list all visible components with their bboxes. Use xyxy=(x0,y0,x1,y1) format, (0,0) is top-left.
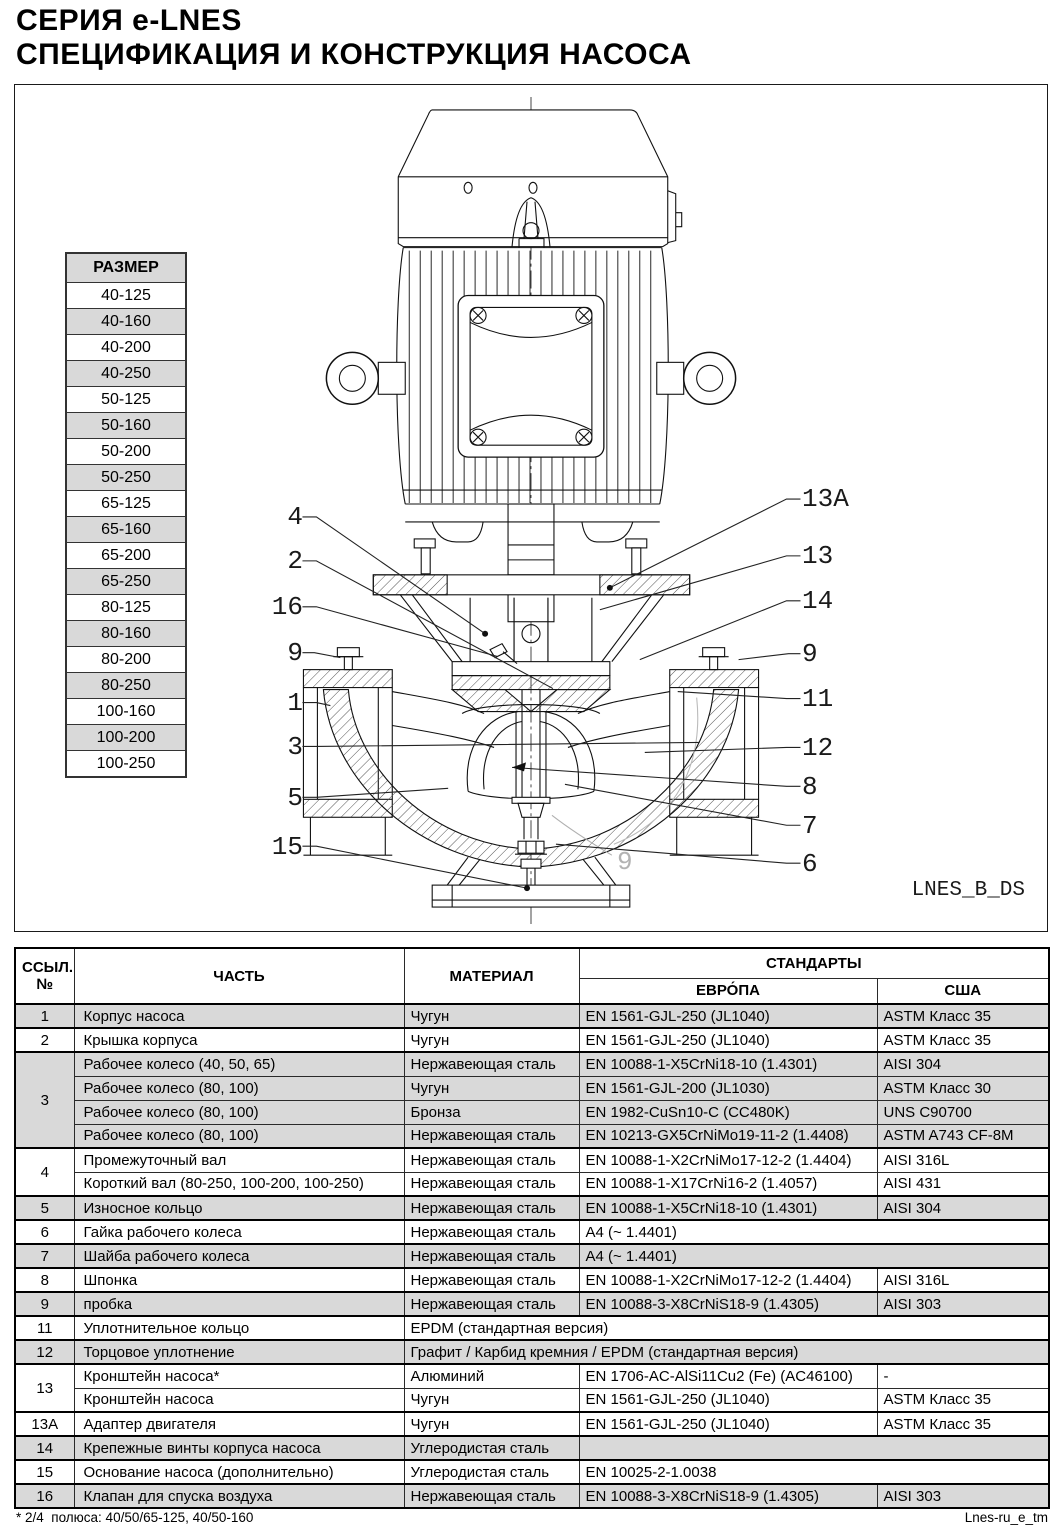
callout-15: 15 xyxy=(271,831,303,862)
adapter-group xyxy=(373,504,689,712)
size-row xyxy=(66,647,186,673)
size-row xyxy=(66,673,186,699)
spec-row xyxy=(15,1268,1049,1292)
material-cell: Чугун xyxy=(404,1076,579,1100)
spec-row xyxy=(15,1076,1049,1100)
material-cell: Нержавеющая сталь xyxy=(404,1196,579,1220)
size-row xyxy=(66,387,186,413)
header-ref-line1: ССЫЛ. xyxy=(22,959,74,976)
size-cell: 80-250 xyxy=(66,673,186,699)
part-cell: Уплотнительное кольцо xyxy=(74,1316,404,1340)
part-cell: Короткий вал (80-250, 100-200, 100-250) xyxy=(74,1172,404,1196)
size-row xyxy=(66,621,186,647)
fan-cover xyxy=(398,110,667,247)
callout-2: 2 xyxy=(287,545,303,576)
usa-cell: - xyxy=(877,1364,1049,1388)
europe-cell: A4 (~ 1.4401) xyxy=(579,1244,1049,1268)
size-cell: 65-200 xyxy=(66,543,186,569)
ref-cell: 6 xyxy=(15,1220,74,1244)
spec-row xyxy=(15,1340,1049,1364)
europe-cell: EN 1706-AC-AlSi11Cu2 (Fe) (AC46100) xyxy=(579,1364,877,1388)
spec-row xyxy=(15,1316,1049,1340)
air-vent-valve xyxy=(490,644,517,664)
usa-cell: ASTM A743 CF-8M xyxy=(877,1124,1049,1148)
size-row xyxy=(66,595,186,621)
usa-cell: AISI 316L xyxy=(877,1268,1049,1292)
spec-row xyxy=(15,1412,1049,1436)
size-table xyxy=(65,252,187,778)
part-cell: Рабочее колесо (80, 100) xyxy=(74,1100,404,1124)
usa-cell: ASTM Класс 35 xyxy=(877,1004,1049,1028)
europe-cell: EN 10025-2-1.0038 xyxy=(579,1460,1049,1484)
header-standards: СТАНДАРТЫ xyxy=(579,948,1049,978)
europe-cell: EN 10088-1-X17CrNi16-2 (1.4057) xyxy=(579,1172,877,1196)
part-cell: Корпус насоса xyxy=(74,1004,404,1028)
part-cell: Рабочее колесо (80, 100) xyxy=(74,1076,404,1100)
page-title-line2: СПЕЦИФИКАЦИЯ И КОНСТРУКЦИЯ НАСОСА xyxy=(16,38,692,71)
size-cell: 65-160 xyxy=(66,517,186,543)
material-cell: Алюминий xyxy=(404,1364,579,1388)
motor-adapter-flange xyxy=(373,575,689,595)
size-row xyxy=(66,491,186,517)
spec-row xyxy=(15,1436,1049,1460)
spec-row xyxy=(15,1004,1049,1028)
size-cell: 40-200 xyxy=(66,335,186,361)
material-cell: Графит / Карбид кремния / EPDM (стандартная версия) xyxy=(404,1340,1049,1364)
europe-cell: EN 10088-1-X5CrNi18-10 (1.4301) xyxy=(579,1052,877,1076)
leader-arrow xyxy=(512,762,526,771)
part-cell: Износное кольцо xyxy=(74,1196,404,1220)
size-cell: 100-200 xyxy=(66,725,186,751)
callout-14: 14 xyxy=(802,585,834,616)
page-title xyxy=(16,4,692,72)
spec-row xyxy=(15,1292,1049,1316)
material-cell: Нержавеющая сталь xyxy=(404,1124,579,1148)
spec-row xyxy=(15,1100,1049,1124)
ref-cell: 14 xyxy=(15,1436,74,1460)
size-cell: 100-160 xyxy=(66,699,186,725)
ref-cell: 13A xyxy=(15,1412,74,1436)
size-row xyxy=(66,699,186,725)
material-cell: Чугун xyxy=(404,1028,579,1052)
size-row xyxy=(66,335,186,361)
part-cell: Крепежные винты корпуса насоса xyxy=(74,1436,404,1460)
page-title-line1: СЕРИЯ e-LNES xyxy=(16,4,242,37)
ref-cell: 8 xyxy=(15,1268,74,1292)
callout-9: 9 xyxy=(802,638,818,669)
spec-row xyxy=(15,1124,1049,1148)
part-cell: Клапан для спуска воздуха xyxy=(74,1484,404,1508)
usa-cell: ASTM Класс 30 xyxy=(877,1076,1049,1100)
callout-16: 16 xyxy=(271,591,303,622)
part-cell: Гайка рабочего колеса xyxy=(74,1220,404,1244)
part-cell: пробка xyxy=(74,1292,404,1316)
callout-9: 9 xyxy=(287,637,303,668)
europe-cell: EN 10088-3-X8CrNiS18-9 (1.4305) xyxy=(579,1292,877,1316)
diagram-frame xyxy=(14,84,1048,932)
callout-7: 7 xyxy=(802,810,818,841)
size-cell: 50-160 xyxy=(66,413,186,439)
drawing-code-label: LNES_B_DS xyxy=(911,879,1025,902)
europe-cell: EN 1982-CuSn10-C (CC480K) xyxy=(579,1100,877,1124)
callout-9: 9 xyxy=(617,846,633,877)
europe-cell xyxy=(579,1436,1049,1460)
spec-row xyxy=(15,1028,1049,1052)
material-cell: Нержавеющая сталь xyxy=(404,1148,579,1172)
cover-tab xyxy=(668,191,682,243)
europe-cell: EN 10088-1-X2CrNiMo17-12-2 (1.4404) xyxy=(579,1268,877,1292)
header-material: МАТЕРИАЛ xyxy=(404,948,579,1004)
callout-11: 11 xyxy=(802,683,834,714)
size-cell: 50-250 xyxy=(66,465,186,491)
ref-cell: 4 xyxy=(15,1148,74,1196)
callout-8: 8 xyxy=(802,771,818,802)
material-cell: Углеродистая сталь xyxy=(404,1436,579,1460)
material-cell: Бронза xyxy=(404,1100,579,1124)
part-cell: Кронштейн насоса xyxy=(74,1388,404,1412)
spec-row xyxy=(15,1196,1049,1220)
size-cell: 40-125 xyxy=(66,283,186,309)
size-row xyxy=(66,413,186,439)
part-cell: Кронштейн насоса* xyxy=(74,1364,404,1388)
size-row xyxy=(66,309,186,335)
part-cell: Шайба рабочего колеса xyxy=(74,1244,404,1268)
size-cell: 80-125 xyxy=(66,595,186,621)
header-europe: ЕВРО́ПА xyxy=(579,978,877,1004)
usa-cell: ASTM Класс 35 xyxy=(877,1388,1049,1412)
junction-box xyxy=(458,296,604,458)
europe-cell: EN 1561-GJL-250 (JL1040) xyxy=(579,1412,877,1436)
part-cell: Рабочее колесо (40, 50, 65) xyxy=(74,1052,404,1076)
size-cell: 65-250 xyxy=(66,569,186,595)
size-row xyxy=(66,725,186,751)
spec-row xyxy=(15,1460,1049,1484)
usa-cell: AISI 303 xyxy=(877,1292,1049,1316)
spec-row xyxy=(15,1220,1049,1244)
ref-cell: 16 xyxy=(15,1484,74,1508)
material-cell: EPDM (стандартная версия) xyxy=(404,1316,1049,1340)
size-cell: 80-160 xyxy=(66,621,186,647)
size-cell: 65-125 xyxy=(66,491,186,517)
ref-cell: 15 xyxy=(15,1460,74,1484)
usa-cell: AISI 304 xyxy=(877,1052,1049,1076)
size-row xyxy=(66,439,186,465)
material-cell: Нержавеющая сталь xyxy=(404,1484,579,1508)
size-row xyxy=(66,361,186,387)
europe-cell: EN 1561-GJL-250 (JL1040) xyxy=(579,1028,877,1052)
material-cell: Нержавеющая сталь xyxy=(404,1292,579,1316)
callout-5: 5 xyxy=(287,782,303,813)
usa-cell: AISI 303 xyxy=(877,1484,1049,1508)
material-cell: Нержавеющая сталь xyxy=(404,1220,579,1244)
size-table-header: РАЗМЕР xyxy=(66,253,186,283)
part-cell: Промежуточный вал xyxy=(74,1148,404,1172)
spec-row xyxy=(15,1148,1049,1172)
ref-cell: 7 xyxy=(15,1244,74,1268)
doc-code: Lnes-ru_e_tm xyxy=(964,1510,1048,1525)
usa-cell: UNS C90700 xyxy=(877,1100,1049,1124)
header-part: ЧАСТЬ xyxy=(74,948,404,1004)
europe-cell: EN 10088-1-X5CrNi18-10 (1.4301) xyxy=(579,1196,877,1220)
part-cell: Торцовое уплотнение xyxy=(74,1340,404,1364)
size-cell: 40-160 xyxy=(66,309,186,335)
callout-13A: 13A xyxy=(802,483,849,514)
callout-1: 1 xyxy=(287,687,303,718)
ref-cell: 13 xyxy=(15,1364,74,1412)
spec-row xyxy=(15,1388,1049,1412)
material-cell: Нержавеющая сталь xyxy=(404,1052,579,1076)
header-usa: США xyxy=(877,978,1049,1004)
material-cell: Нержавеющая сталь xyxy=(404,1244,579,1268)
europe-cell: EN 10213-GX5CrNiMo19-11-2 (1.4408) xyxy=(579,1124,877,1148)
size-row xyxy=(66,543,186,569)
header-ref-line2: № xyxy=(36,976,54,993)
material-cell: Чугун xyxy=(404,1388,579,1412)
ref-cell: 5 xyxy=(15,1196,74,1220)
usa-cell: ASTM Класс 35 xyxy=(877,1412,1049,1436)
size-cell: 80-200 xyxy=(66,647,186,673)
spec-row xyxy=(15,1052,1049,1076)
footnote: * 2/4 полюса: 40/50/65-125, 40/50-160 xyxy=(16,1510,254,1525)
spec-table-header xyxy=(15,948,1049,1004)
spec-row xyxy=(15,1484,1049,1508)
spec-table-body xyxy=(15,1004,1049,1508)
spec-row xyxy=(15,1364,1049,1388)
lifting-eye-left xyxy=(326,352,405,404)
size-cell: 50-200 xyxy=(66,439,186,465)
callout-4: 4 xyxy=(287,501,303,532)
europe-cell: A4 (~ 1.4401) xyxy=(579,1220,1049,1244)
europe-cell: EN 10088-1-X2CrNiMo17-12-2 (1.4404) xyxy=(579,1148,877,1172)
material-cell: Нержавеющая сталь xyxy=(404,1268,579,1292)
material-cell: Нержавеющая сталь xyxy=(404,1172,579,1196)
ref-cell: 3 xyxy=(15,1052,74,1148)
size-cell: 50-125 xyxy=(66,387,186,413)
ref-cell: 2 xyxy=(15,1028,74,1052)
ref-cell: 1 xyxy=(15,1004,74,1028)
usa-cell: AISI 304 xyxy=(877,1196,1049,1220)
part-cell: Шпонка xyxy=(74,1268,404,1292)
ref-cell: 9 xyxy=(15,1292,74,1316)
size-cell: 40-250 xyxy=(66,361,186,387)
europe-cell: EN 10088-3-X8CrNiS18-9 (1.4305) xyxy=(579,1484,877,1508)
callout-13: 13 xyxy=(802,540,834,571)
callout-3: 3 xyxy=(287,731,303,762)
callout-12: 12 xyxy=(802,732,834,763)
size-cell: 100-250 xyxy=(66,751,186,778)
europe-cell: EN 1561-GJL-250 (JL1040) xyxy=(579,1004,877,1028)
material-cell: Углеродистая сталь xyxy=(404,1460,579,1484)
part-cell: Рабочее колесо (80, 100) xyxy=(74,1124,404,1148)
part-cell: Крышка корпуса xyxy=(74,1028,404,1052)
spec-row xyxy=(15,1172,1049,1196)
europe-cell: EN 1561-GJL-250 (JL1040) xyxy=(579,1388,877,1412)
europe-cell: EN 1561-GJL-200 (JL1030) xyxy=(579,1076,877,1100)
size-row xyxy=(66,283,186,309)
callout-6: 6 xyxy=(802,848,818,879)
ref-cell: 12 xyxy=(15,1340,74,1364)
header-ref xyxy=(15,948,74,1004)
material-cell: Чугун xyxy=(404,1004,579,1028)
usa-cell: ASTM Класс 35 xyxy=(877,1028,1049,1052)
size-row xyxy=(66,465,186,491)
size-row xyxy=(66,569,186,595)
size-row xyxy=(66,751,186,778)
usa-cell: AISI 316L xyxy=(877,1148,1049,1172)
size-table-body xyxy=(66,283,186,778)
ref-cell: 11 xyxy=(15,1316,74,1340)
material-cell: Чугун xyxy=(404,1412,579,1436)
part-cell: Основание насоса (дополнительно) xyxy=(74,1460,404,1484)
part-cell: Адаптер двигателя xyxy=(74,1412,404,1436)
spec-table xyxy=(14,947,1050,1509)
size-row xyxy=(66,517,186,543)
usa-cell: AISI 431 xyxy=(877,1172,1049,1196)
spec-row xyxy=(15,1244,1049,1268)
